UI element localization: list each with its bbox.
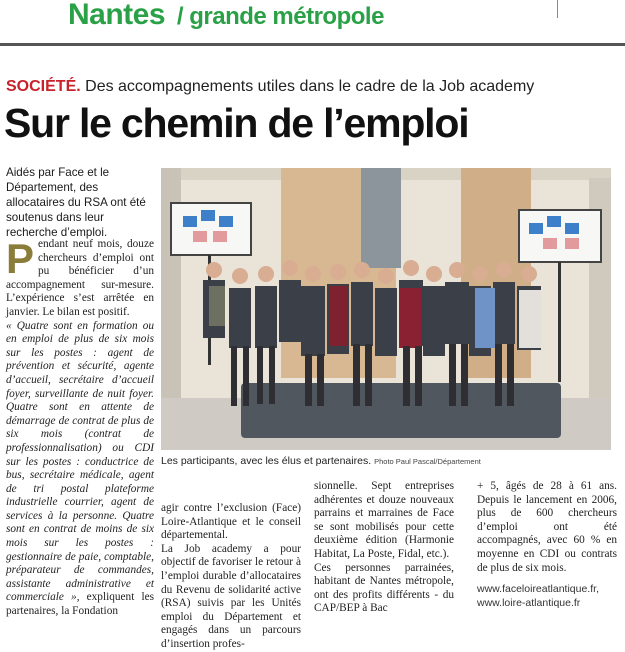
section-title	[68, 0, 384, 32]
quote-tail: , expliquent les partenaires, la Fondation	[6, 591, 154, 618]
city-name: Nantes	[68, 0, 166, 31]
group-photo	[161, 168, 611, 450]
group-photo-image	[161, 168, 611, 450]
column-2	[161, 502, 301, 652]
article-lead: Aidés par Face et le Département, des allocataires du RSA ont été soutenus dans leur recherche d’emploi.	[6, 166, 146, 239]
article-kicker	[6, 78, 534, 96]
header-rule	[0, 43, 625, 46]
category-label: SOCIÉTÉ.	[6, 78, 81, 95]
kicker-text: Des accompagnements utiles dans le cadre de la Job academy	[80, 78, 535, 95]
header-divider	[557, 0, 558, 18]
paragraph-3: agir contre l’exclusion (Face) Loire-Atlantique et le conseil départemental.	[161, 502, 301, 542]
photo-credit: Photo Paul Pascal/Département	[374, 457, 481, 466]
paragraph-5: sionnelle. Sept entreprises adhérentes et douze nouveaux parrains et marraines de Face se sont mobilisés pour cette deuxième édition (Harmonie Habitat, La Poste, Fidal, etc.).	[314, 480, 454, 560]
photo-caption	[161, 455, 611, 467]
paragraph-7: + 5, âgés de 28 à 61 ans. Depuis le lancement en 2006, plus de 600 chercheurs d’emploi ont été accompagnés, avec 60 % en moyenne en CDI ou contrats de plus de six mois.	[477, 480, 617, 574]
website-link-loire-atlantique[interactable]: www.loire-atlantique.fr	[477, 597, 581, 609]
paragraph-2	[6, 320, 154, 619]
quote-text: « Quatre sont en formation ou en emploi de plus de six mois sur les postes : agent de prévention et sécurité, agente d’accueil, secrétaire d’accueil foyer, surveillante de nuit foyer. Quatre sont en attente de démarrage de contrat de plus de six mois (contrat de professionnalisation) ou CDI sur les postes : conductrice de bus, secrétaire médicale, agent de tri postal plateforme industrielle courrier, agent de services à la personne. Quatre sont en contrat de moins de six mois sur les postes : gestionnaire de paie, comptable, préparateur de commandes, assistante administrative et commerciale »	[6, 319, 154, 604]
drop-cap: P	[6, 235, 35, 282]
paragraph-4: La Job academy a pour objectif de favoriser le retour à l’emploi durable d’allocataires du Revenu de solidarité active (RSA) suivis par les Unités emploi du Département et engagés dans un parcours d’insertion profes-	[161, 542, 301, 650]
column-4	[477, 480, 617, 575]
article-headline: Sur le chemin de l’emploi	[4, 100, 469, 146]
paragraph-6: Ces personnes parrainées, habitant de Nantes métropole, ont des profits différents - du CAP/BEP à Bac	[314, 561, 454, 615]
page-header	[0, 0, 625, 46]
section-name: / grande métropole	[176, 3, 384, 30]
caption-text: Les participants, avec les élus et partenaires.	[161, 455, 372, 467]
column-3	[314, 480, 454, 616]
paragraph-1: endant neuf mois, douze chercheurs d’emploi ont pu bénéficier d’un accompagnement sur-mesure. L’expérience s’est arrêtée en janvier. Le bilan est positif.	[6, 238, 154, 318]
website-links	[477, 582, 599, 610]
column-1	[6, 235, 154, 619]
website-link-face[interactable]: www.faceloireatlantique.fr,	[477, 583, 599, 595]
